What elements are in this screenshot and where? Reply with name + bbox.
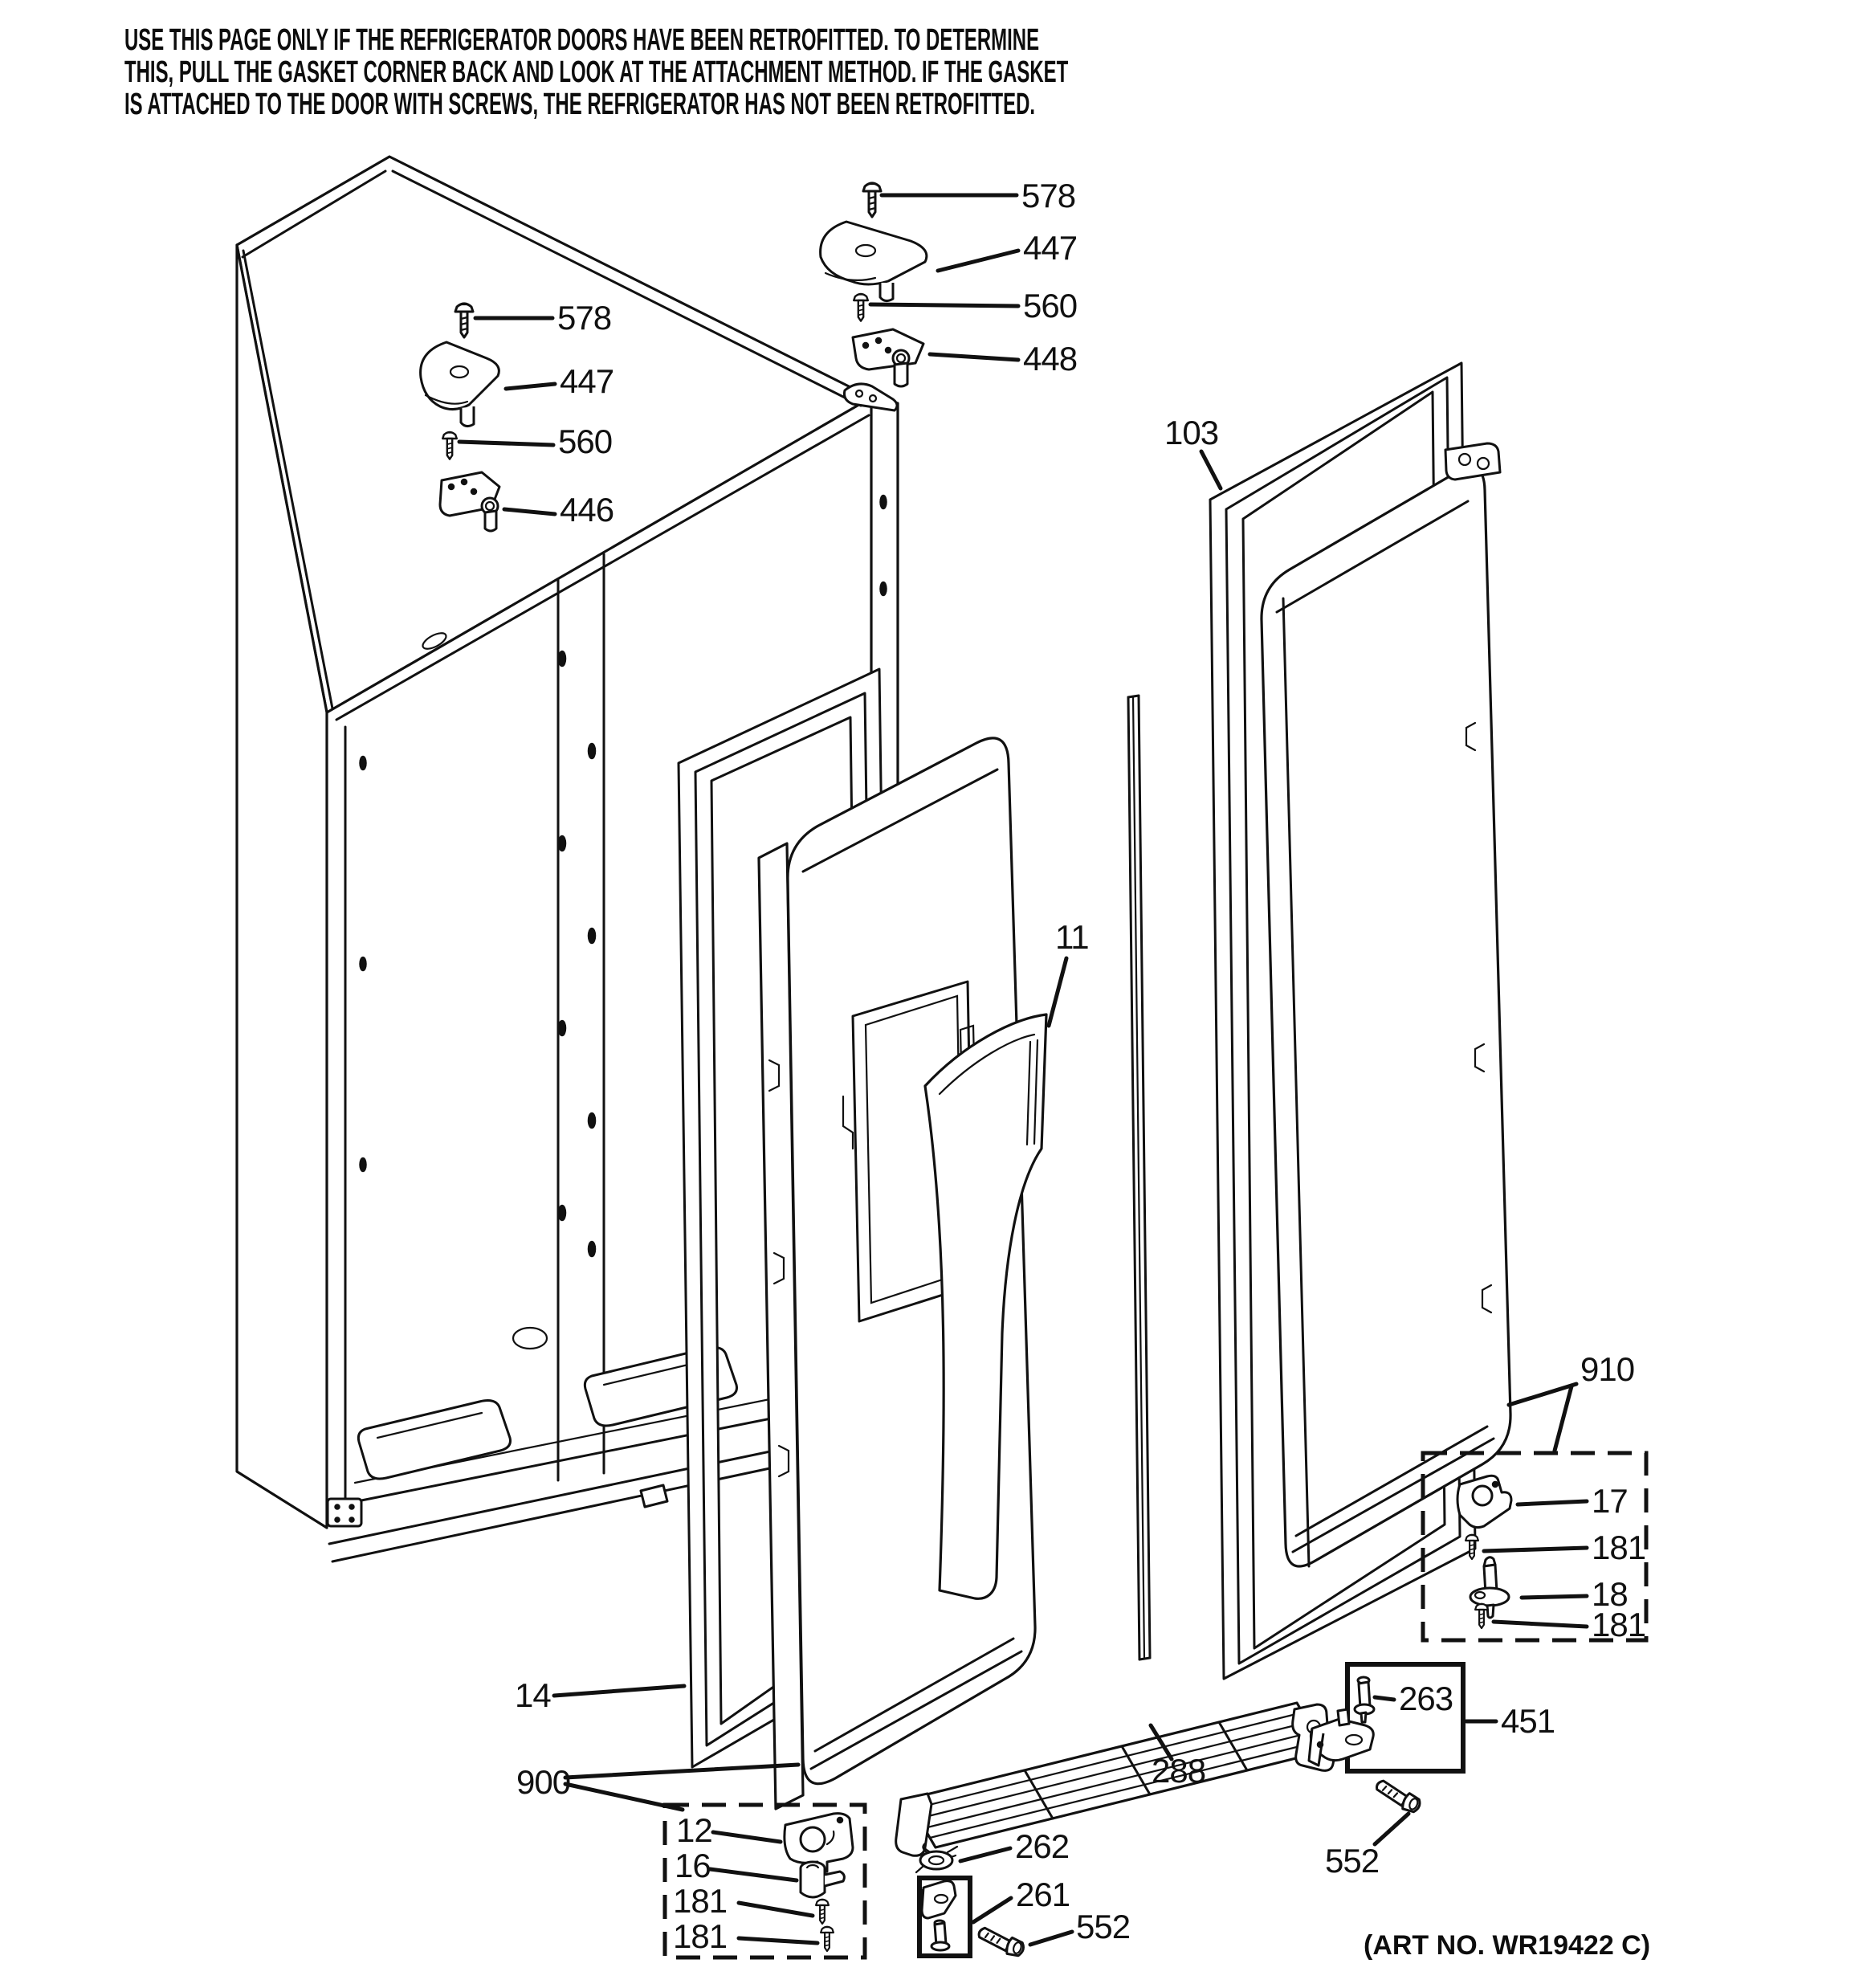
screw-560-right	[854, 294, 868, 321]
label-560-left: 560	[558, 423, 613, 460]
label-448: 448	[1023, 340, 1078, 378]
label-263: 263	[1399, 1680, 1453, 1717]
screw-578-right	[863, 183, 881, 217]
header-line-3: IS ATTACHED TO THE DOOR WITH SCREWS, THE REFRIGERATOR HAS NOT BEEN RETROFITTED.	[124, 88, 1036, 121]
label-578-right: 578	[1021, 177, 1076, 214]
label-17: 17	[1592, 1482, 1628, 1520]
label-910: 910	[1580, 1350, 1635, 1388]
hinge-cover-447-right	[821, 222, 927, 301]
label-578-left: 578	[557, 299, 612, 337]
cabinet-bottom-plate	[328, 1499, 361, 1526]
header-line-2: THIS, PULL THE GASKET CORNER BACK AND LOOK AT THE ATTACHMENT METHOD. IF THE GASKET	[124, 55, 1069, 89]
label-552-mid: 552	[1076, 1908, 1131, 1945]
label-447-left: 447	[560, 362, 614, 400]
label-552-right: 552	[1325, 1842, 1380, 1880]
label-16: 16	[675, 1847, 711, 1884]
trim-strip	[1128, 696, 1150, 1659]
label-181-c: 181	[673, 1882, 728, 1920]
bracket-261	[920, 1881, 956, 1950]
screw-181-b	[1475, 1604, 1488, 1628]
screw-552-right	[1372, 1779, 1422, 1815]
label-181-d: 181	[673, 1917, 728, 1955]
label-451: 451	[1501, 1702, 1555, 1740]
drain-pan-left	[358, 1401, 510, 1479]
label-11: 11	[1055, 918, 1089, 956]
screw-181-d	[821, 1927, 834, 1951]
art-number: (ART NO. WR19422 C)	[1364, 1930, 1651, 1961]
label-288: 288	[1152, 1752, 1206, 1790]
label-261: 261	[1016, 1876, 1070, 1913]
label-181-a: 181	[1592, 1529, 1646, 1566]
label-262: 262	[1015, 1827, 1070, 1865]
label-18: 18	[1592, 1575, 1628, 1613]
label-446: 446	[560, 491, 614, 529]
bushing-16	[801, 1862, 844, 1897]
bracket-17	[1457, 1476, 1511, 1527]
door-cap-plate	[1445, 443, 1500, 480]
screw-181-c	[816, 1900, 829, 1924]
base-grille-288	[896, 1703, 1337, 1857]
top-hinge-448	[853, 329, 923, 386]
label-900: 900	[516, 1763, 571, 1801]
screw-552-mid	[976, 1927, 1025, 1958]
label-12: 12	[676, 1811, 712, 1849]
label-103: 103	[1164, 414, 1219, 451]
label-14: 14	[515, 1676, 551, 1714]
header-line-1: USE THIS PAGE ONLY IF THE REFRIGERATOR DOORS HAVE BEEN RETROFITTED. TO DETERMINE	[124, 23, 1040, 57]
label-181-b: 181	[1592, 1606, 1646, 1643]
right-door	[1262, 443, 1510, 1566]
pin-263	[1355, 1677, 1374, 1722]
label-560-right: 560	[1023, 287, 1078, 325]
grille-end-cap-left	[896, 1794, 932, 1855]
label-447-right: 447	[1023, 229, 1078, 267]
